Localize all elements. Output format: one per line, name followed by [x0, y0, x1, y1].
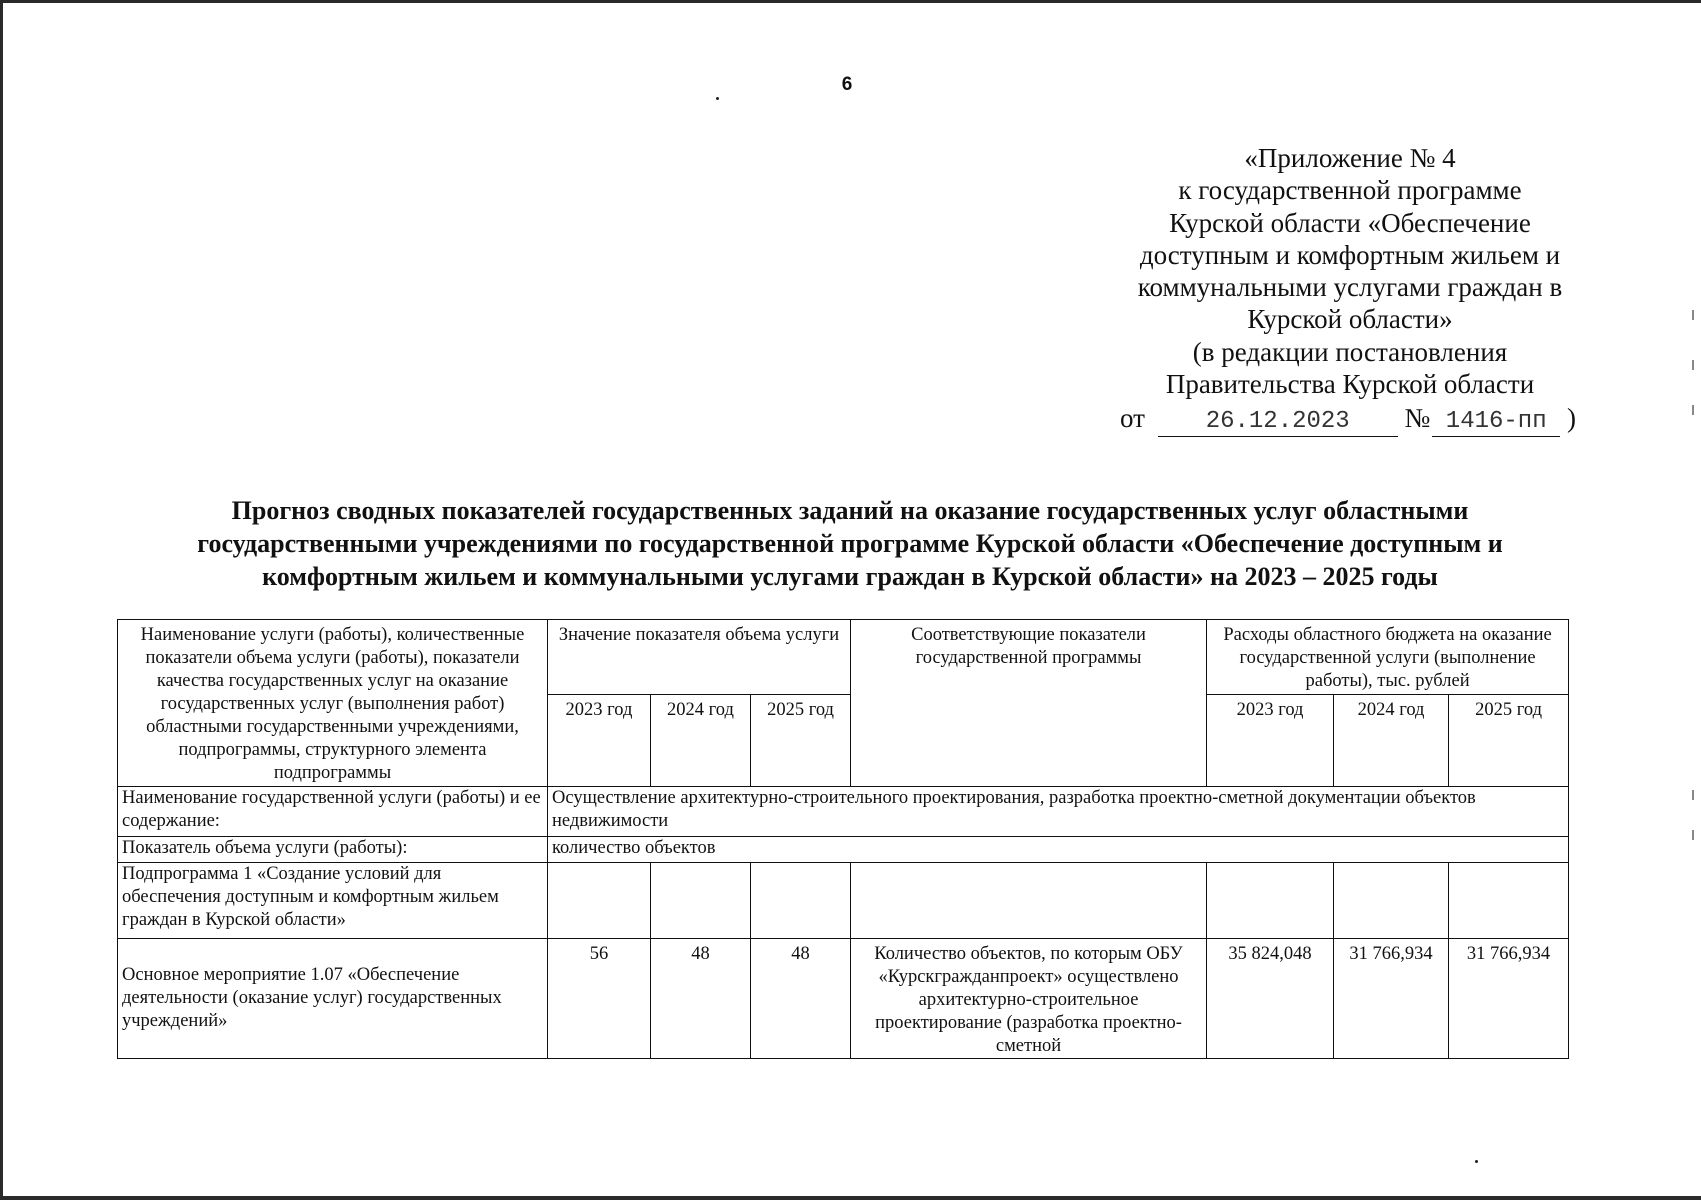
header-service-cell: Наименование услуги (работы), количественные показатели объема услуги (работы), показатели качества государственных услуг на оказание государственных услуг (выполнения работ) областными государственными учреждениями, подпрограммы, структурного элемента подпрограммы	[118, 620, 548, 787]
appendix-line: к государственной программе	[1178, 175, 1522, 206]
activity-indicator: Количество объектов, по которым ОБУ «Курскгражданпроект» осуществлено архитектурно-строительное проектирование (разработка проектно-сметной	[851, 939, 1207, 1059]
volume-indicator-row	[118, 837, 1569, 863]
activity-expense-2023: 35 824,048	[1207, 939, 1334, 1059]
appendix-line: Курской области»	[1247, 304, 1453, 335]
title-line: Прогноз сводных показателей государственных заданий на оказание государственных услуг областными	[231, 496, 1469, 525]
margin-mark	[1692, 405, 1694, 415]
appendix-line: Курской области «Обеспечение	[1169, 207, 1531, 238]
subprogram-name: Подпрограмма 1 «Создание условий для обеспечения доступным и комфортным жильем граждан в Курской области»	[118, 863, 548, 939]
resolution-date: 26.12.2023	[1158, 408, 1398, 437]
margin-mark	[1692, 790, 1694, 800]
empty-cell	[1334, 863, 1449, 939]
header-volume-year: 2023 год	[548, 695, 651, 787]
header-volume-year: 2024 год	[651, 695, 751, 787]
scan-edge-top	[0, 0, 1701, 3]
appendix-line: коммунальными услугами граждан в	[1137, 272, 1563, 303]
header-volume-year: 2025 год	[751, 695, 851, 787]
header-indicators: Соответствующие показатели государственной программы	[851, 620, 1207, 787]
empty-cell	[851, 863, 1207, 939]
appendix-line: Правительства Курской области	[1165, 369, 1535, 400]
resolution-number: 1416-пп	[1432, 408, 1560, 437]
appendix-line: «Приложение № 4	[1244, 143, 1456, 173]
activity-volume-2024: 48	[651, 939, 751, 1059]
volume-indicator-value: количество объектов	[548, 837, 1569, 863]
empty-cell	[1207, 863, 1334, 939]
empty-cell	[1449, 863, 1569, 939]
activity-volume-2023: 56	[548, 939, 651, 1059]
margin-mark	[1692, 830, 1694, 840]
empty-cell	[751, 863, 851, 939]
header-expense-year: 2024 год	[1334, 695, 1449, 787]
resolution-reference	[1120, 402, 1580, 437]
appendix-line: (в редакции постановления	[1192, 336, 1508, 367]
scan-speck	[716, 97, 719, 100]
page-number: 6	[841, 74, 853, 95]
service-name-row	[118, 787, 1569, 837]
document-title	[100, 494, 1600, 593]
header-expense-year: 2023 год	[1207, 695, 1334, 787]
service-name-label: Наименование государственной услуги (работы) и ее содержание:	[118, 787, 548, 837]
number-label: №	[1404, 403, 1431, 433]
from-label: от	[1120, 403, 1145, 433]
empty-cell	[651, 863, 751, 939]
header-expenses-group: Расходы областного бюджета на оказание государственной услуги (выполнение работы), тыс. рублей	[1207, 620, 1569, 695]
appendix-heading	[1100, 142, 1600, 400]
volume-indicator-label: Показатель объема услуги (работы):	[118, 837, 548, 863]
scan-edge-left	[0, 0, 3, 1200]
appendix-line: доступным и комфортным жильем и	[1139, 239, 1561, 270]
subprogram-row	[118, 863, 1569, 939]
title-line: государственными учреждениями по государственной программе Курской области «Обеспечение доступным и	[197, 529, 1503, 558]
activity-row	[118, 939, 1569, 1059]
activity-expense-2024: 31 766,934	[1334, 939, 1449, 1059]
closing-paren: )	[1566, 403, 1576, 433]
title-line: комфортным жильем и коммунальными услугами граждан в Курской области» на 2023 – 2025 годы	[262, 562, 1438, 591]
margin-mark	[1692, 360, 1694, 370]
activity-name: Основное мероприятие 1.07 «Обеспечение деятельности (оказание услуг) государственных учреждений»	[118, 939, 548, 1059]
empty-cell	[548, 863, 651, 939]
scan-speck	[1475, 1160, 1478, 1163]
header-row	[118, 620, 1569, 695]
margin-mark	[1692, 310, 1694, 320]
header-expense-year: 2025 год	[1449, 695, 1569, 787]
header-volume-group: Значение показателя объема услуги	[548, 620, 851, 695]
service-name-value: Осуществление архитектурно-строительного проектирования, разработка проектно-сметной документации объектов недвижимости	[548, 787, 1569, 837]
activity-expense-2025: 31 766,934	[1449, 939, 1569, 1059]
scan-edge-bottom	[0, 1196, 1701, 1200]
activity-volume-2025: 48	[751, 939, 851, 1059]
forecast-table	[117, 619, 1569, 1059]
